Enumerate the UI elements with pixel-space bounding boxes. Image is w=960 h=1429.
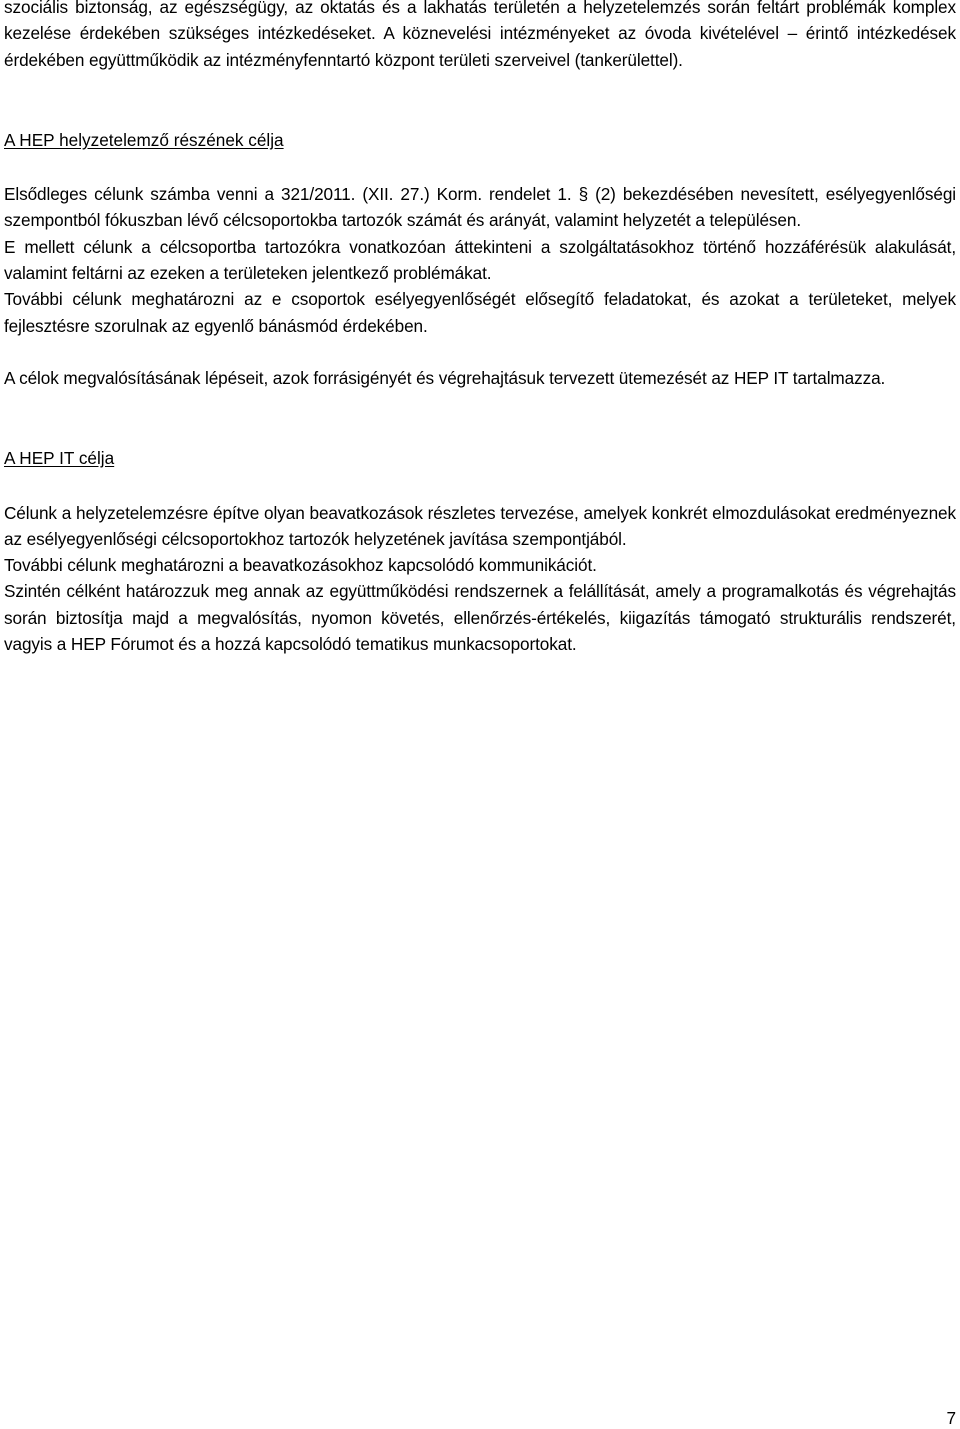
page-number: 7 — [946, 1408, 956, 1428]
section-heading-hep-it-goal: A HEP IT célja — [4, 448, 115, 469]
document-page — [4, 0, 956, 657]
section2-paragraph: Célunk a helyzetelemzésre építve olyan beavatkozások részletes tervezése, amelyek konkrét elmozdulásokat eredményeznek az esélyegyenlőségi célcsoportokhoz tartozók helyzetének javítása szempontjából. — [4, 502, 956, 549]
section2-paragraph: További célunk meghatározni a beavatkozásokhoz kapcsolódó kommunikációt. — [4, 555, 597, 576]
section1-paragraph: Elsődleges célunk számba venni a 321/2011. (XII. 27.) Korm. rendelet 1. § (2) bekezdésében nevesített, esélyegyenlőségi szempontból fókuszban lévő célcsoportokba tartozók számát és arányát, valamint helyzetét a településen. — [4, 184, 956, 231]
intro-paragraph: szociális biztonság, az egészségügy, az oktatás és a lakhatás területén a helyzetelemzés során feltárt problémák komplex kezelése érdekében szükséges intézkedéseket. A köznevelési intézményeket az óvoda kivételével – érintő intézkedések érdekében együttműködik az intézményfenntartó központ területi szerveivel (tankerülettel). — [4, 0, 956, 70]
section-heading-hep-analysis-goal: A HEP helyzetelemző részének célja — [4, 129, 284, 150]
spacer — [4, 472, 956, 500]
section2-paragraph: Szintén célként határozzuk meg annak az együttműködési rendszernek a felállítását, amely a programalkotás és végrehajtás során biztosítja majd a megvalósítás, nyomon követés, ellenőrzés-értékelés, kiigazítás támogató strukturális rendszerét, vagyis a HEP Fórumot és a hozzá kapcsolódó tematikus munkacsoportokat. — [4, 581, 956, 655]
spacer — [4, 153, 956, 181]
spacer — [4, 73, 956, 127]
spacer — [4, 391, 956, 445]
section1-paragraph: E mellett célunk a célcsoportba tartozókra vonatkozóan áttekinteni a szolgáltatásokhoz történő hozzáférésük alakulását, valamint feltárni az ezeken a területeken jelentkező problémákat. — [4, 236, 956, 284]
section1-paragraph: További célunk meghatározni az e csoportok esélyegyenlőségét elősegítő feladatokat, és azokat a területeket, melyek fejlesztésre szorulnak az egyenlő bánásmód érdekében. — [4, 289, 956, 336]
section1-closing-paragraph: A célok megvalósításának lépéseit, azok forrásigényét és végrehajtásuk tervezett ütemezését az HEP IT tartalmazza. — [4, 367, 886, 388]
spacer — [4, 339, 956, 365]
